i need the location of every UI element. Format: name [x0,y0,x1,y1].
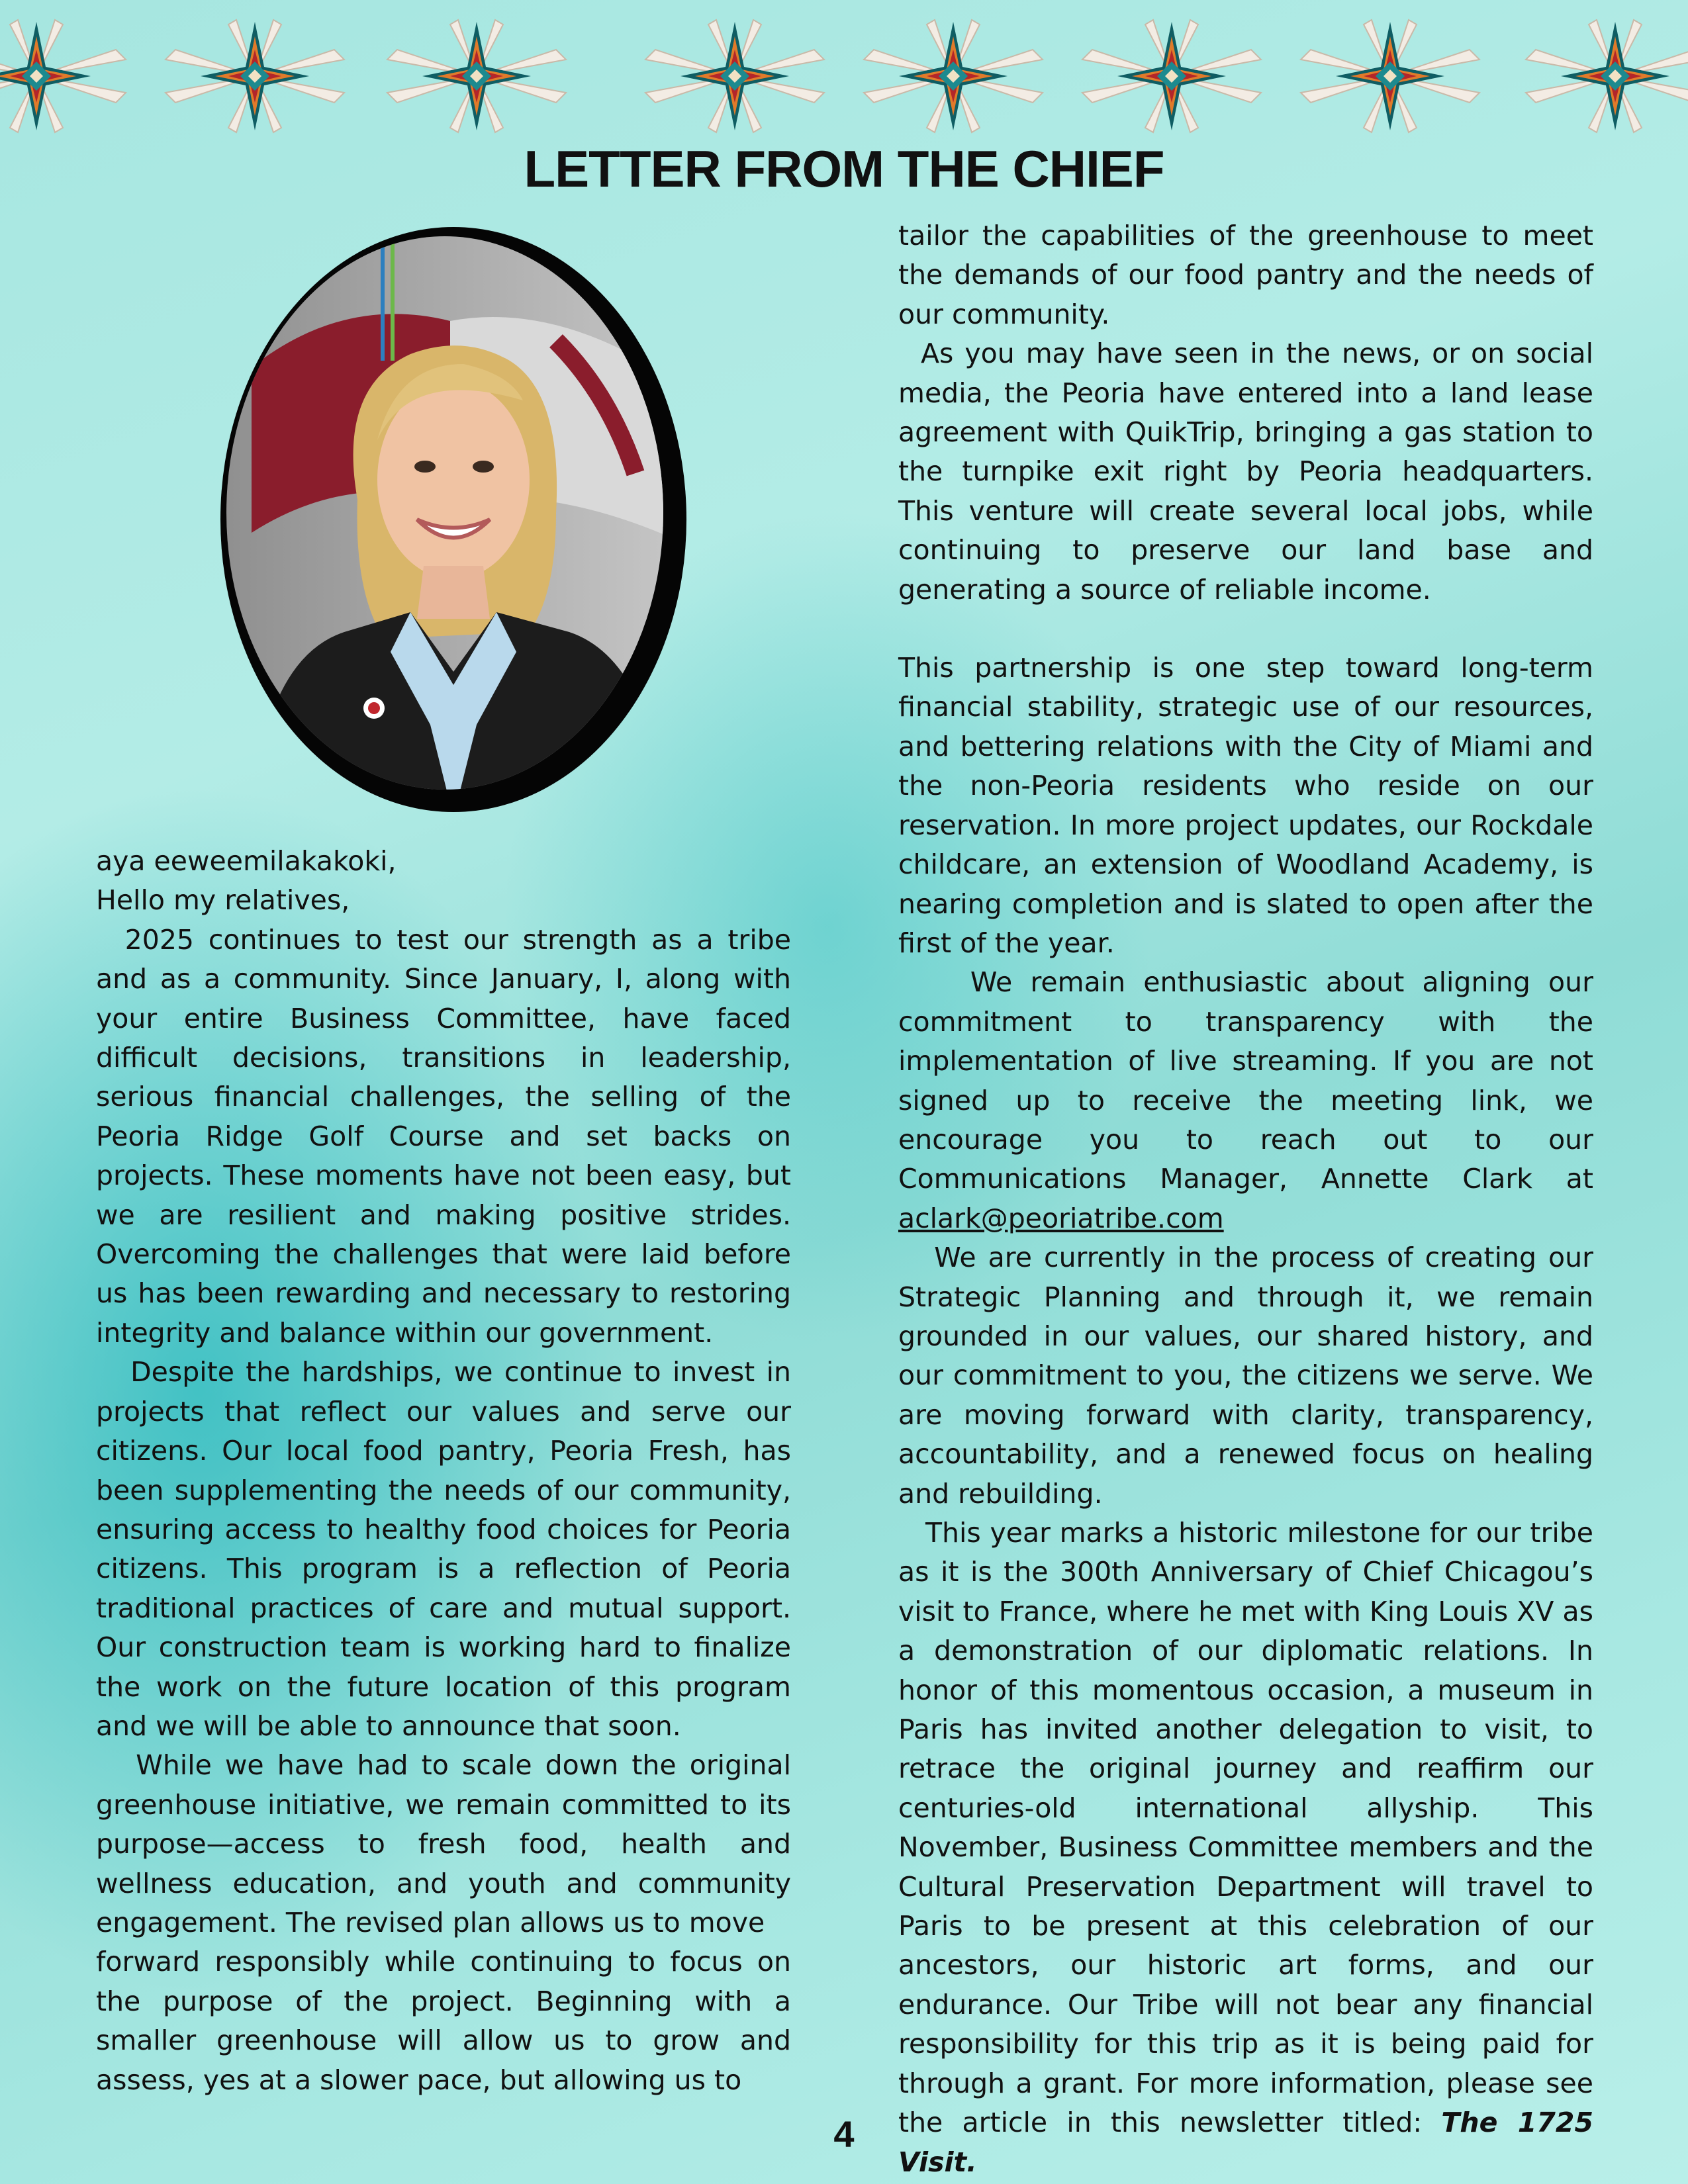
paragraph [96,921,791,1353]
chief-portrait-image [212,222,695,817]
paragraph [898,963,1593,1238]
paragraph: forward responsibly while continuing to focus on the purpose of the project. Beginning with a smaller greenhouse will allow us to grow and assess, yes at a slower pace, but allowing us to [96,1946,791,2096]
paragraph [898,1514,1593,2182]
paragraph [96,1353,791,1746]
greeting-english: Hello my relatives, [96,884,350,917]
page-number: 4 [833,2113,855,2155]
paragraph: tailor the capabilities of the greenhouse to meet the demands of our food pantry and the needs of our community. [898,220,1593,330]
letter-right-column [898,216,1593,2182]
paragraph-text: 2025 continues to test our strength as a tribe and as a community. Since January, I, along with your entire Business Committee, have faced difficult decisions, transitions in leadership, serious financial challenges, the selling of the Peoria Ridge Golf Course and set backs on projects. These moments have not been easy, but we are resilient and making positive strides. Overcoming the challenges that were laid before us has been rewarding and necessary to restoring integrity and balance within our government. [96,923,791,1349]
decorative-star-banner [0,13,1688,139]
article-title: The 1725 Visit. [898,2107,1593,2178]
paragraph: This partnership is one step toward long-term financial stability, strategic use of our resources, and bettering relations with the City of Miami and the non-Peoria residents who reside on our reservation. In more project updates, our Rockdale childcare, an extension of Woodland Academy, is nearing completion and is slated to open after the first of the year. [898,652,1593,959]
paragraph-text: We remain enthusiastic about aligning our commitment to transparency with the implementation of live streaming. If you are not signed up to receive the meeting link, we encourage you to reach out to our Communications Manager, Annette Clark at [898,966,1593,1195]
letter-left-column [96,842,791,2100]
paragraph-text: While we have had to scale down the original greenhouse initiative, we remain committed to its purpose—access to fresh food, health and wellness education, and youth and community engagement. The revised plan allows us to move [96,1749,791,1938]
paragraph-text: As you may have seen in the news, or on social media, the Peoria have entered into a land lease agreement with QuikTrip, bringing a gas station to the turnpike exit right by Peoria headquarters. This venture will create several local jobs, while continuing to preserve our land base and generating a source of reliable income. [898,338,1593,606]
paragraph [96,1746,791,1942]
greeting-native: aya eeweemilakakoki, [96,845,397,877]
paragraph-text: We are currently in the process of creating our Strategic Planning and through it, we remain grounded in our values, our shared history, and our commitment to you, the citizens we serve. We are moving forward with clarity, transparency, accountability, and a renewed focus on healing and rebuilding. [898,1242,1593,1510]
paragraph [898,334,1593,610]
paragraph-text: This year marks a historic milestone for our tribe as it is the 300th Anniversary of Chief Chicagou’s visit to France, where he met with King Louis XV as a demonstration of our diplomatic relations. In honor of this momentous occasion, a museum in Paris has invited another delegation to visit, to retrace the original journey and reaffirm our centuries-old international allyship. This November, Business Committee members and the Cultural Preservation Department will travel to Paris to be present at this celebration of our ancestors, our historic art forms, and our endurance. Our Tribe will not bear any financial responsibility for this trip as it is being paid for through a grant. For more information, please see the article in this newsletter titled: [898,1517,1593,2139]
email-link[interactable]: aclark@peoriatribe.com [898,1202,1224,1234]
paragraph [898,1238,1593,1514]
page-title: LETTER FROM THE CHIEF [524,140,1164,198]
paragraph-text: Despite the hardships, we continue to invest in projects that reflect our values and serve our citizens. Our local food pantry, Peoria Fresh, has been supplementing the needs of our community, ensuring access to healthy food choices for Peoria citizens. This program is a reflection of Peoria traditional practices of care and mutual support. Our construction team is working hard to finalize the work on the future location of this program and we will be able to announce that soon. [96,1356,791,1742]
